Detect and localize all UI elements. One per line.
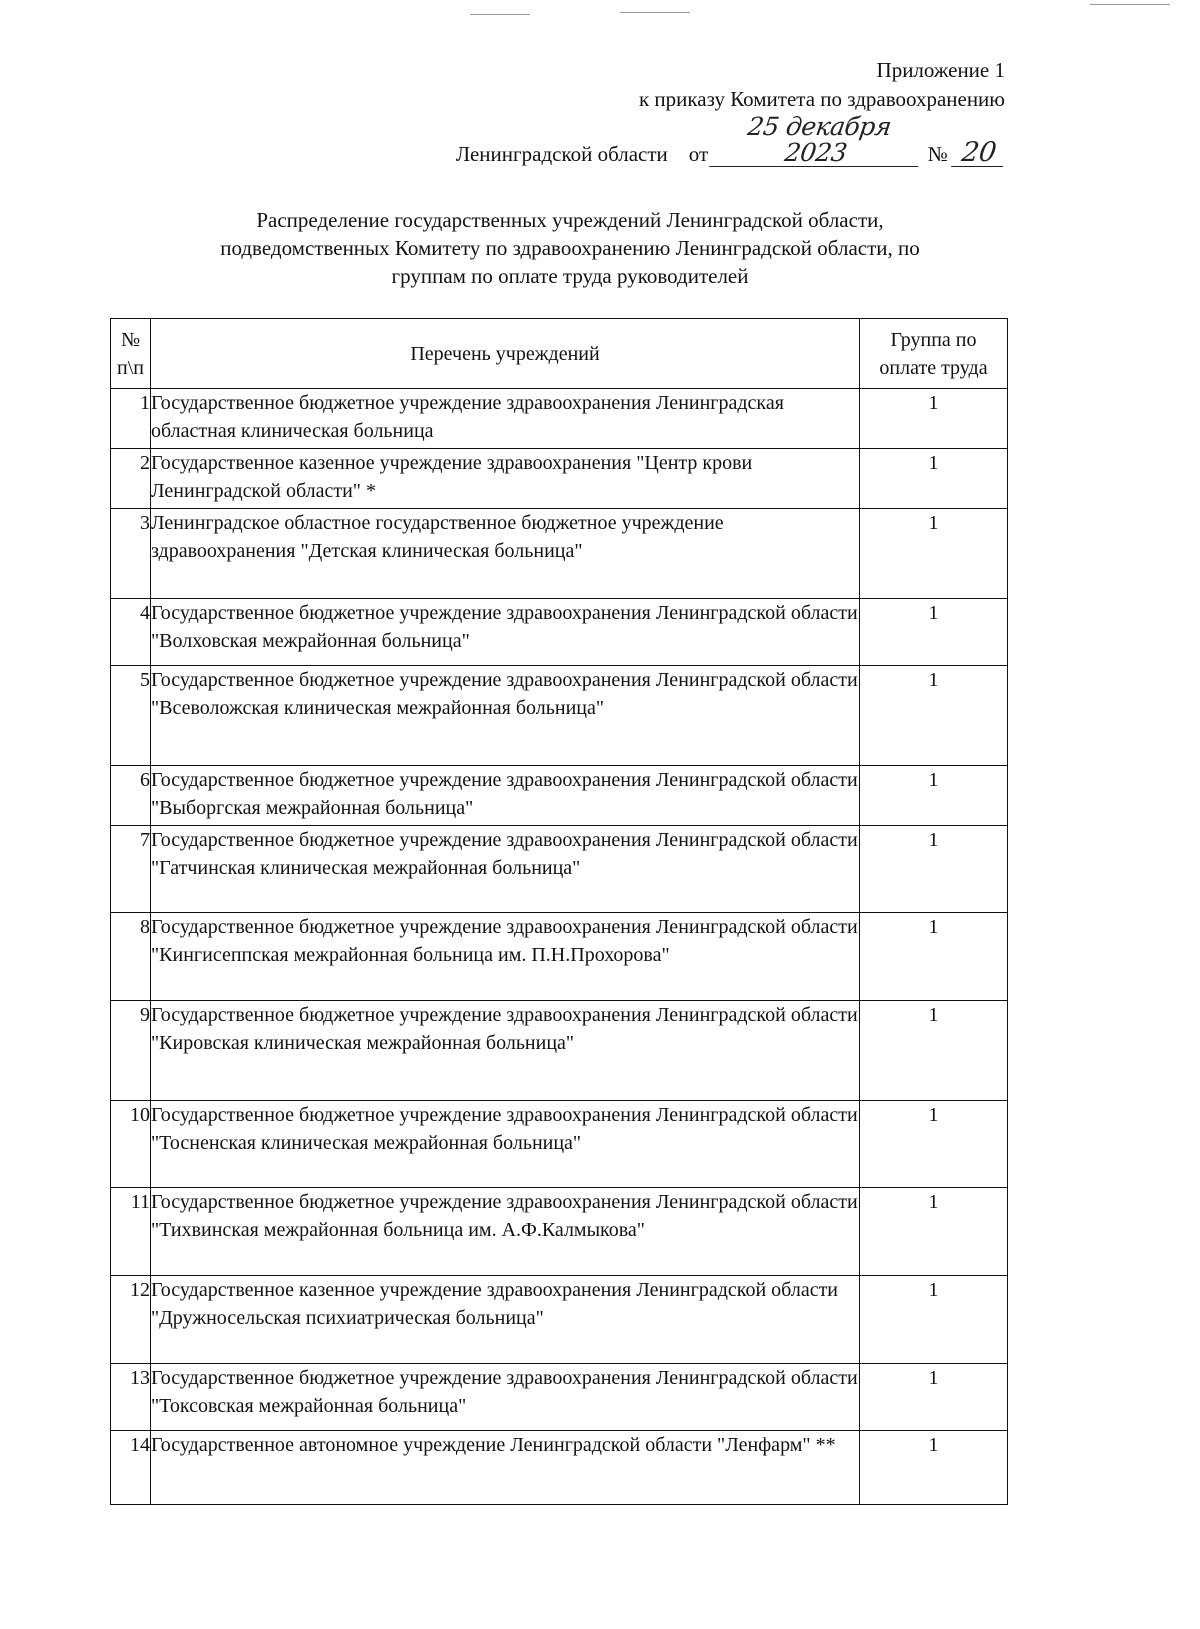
institution-name: Государственное бюджетное учреждение здравоохранения Ленинградская областная клиническая больница [151,389,860,449]
table-row [111,766,1008,826]
region-label: Ленинградской области [455,142,668,166]
institution-name: Государственное казенное учреждение здравоохранения Ленинградской области "Дружносельская психиатрическая больница" [151,1276,860,1364]
row-number: 8 [111,913,151,1001]
row-number: 9 [111,1001,151,1101]
institution-name: Государственное автономное учреждение Ленинградской области "Ленфарм" ** [151,1431,860,1505]
pay-group-value: 1 [860,389,1008,449]
pay-group-value: 1 [860,666,1008,766]
document-title [150,206,990,290]
from-label: от [688,142,709,166]
order-date-line [456,114,1005,169]
pay-group-value: 1 [860,449,1008,509]
institution-name: Государственное бюджетное учреждение здравоохранения Ленинградской области "Волховская межрайонная больница" [151,599,860,666]
institution-name: Государственное бюджетное учреждение здравоохранения Ленинградской области "Тосненская клиническая межрайонная больница" [151,1101,860,1188]
row-number: 3 [111,509,151,599]
institution-name: Государственное бюджетное учреждение здравоохранения Ленинградской области "Всеволожская клиническая межрайонная больница" [151,666,860,766]
row-number: 11 [111,1188,151,1276]
table-row [111,599,1008,666]
pay-group-value: 1 [860,509,1008,599]
appendix-header [456,56,1005,169]
pay-group-value: 1 [860,766,1008,826]
institution-name: Государственное бюджетное учреждение здравоохранения Ленинградской области "Кировская клиническая межрайонная больница" [151,1001,860,1101]
title-line: группам по оплате труда руководителей [391,264,749,288]
row-number: 5 [111,666,151,766]
institution-name: Ленинградское областное государственное бюджетное учреждение здравоохранения "Детская клиническая больница" [151,509,860,599]
row-number: 1 [111,389,151,449]
institution-name: Государственное бюджетное учреждение здравоохранения Ленинградской области "Гатчинская клиническая межрайонная больница" [151,826,860,913]
appendix-label: Приложение 1 [876,58,1005,82]
header-number: № п\п [111,319,151,389]
table-row [111,1101,1008,1188]
institution-name: Государственное бюджетное учреждение здравоохранения Ленинградской области "Кингисеппская межрайонная больница им. П.Н.Прохорова" [151,913,860,1001]
institution-name: Государственное бюджетное учреждение здравоохранения Ленинградской области "Выборгская межрайонная больница" [151,766,860,826]
table-row [111,1431,1008,1505]
row-number: 10 [111,1101,151,1188]
row-number: 13 [111,1364,151,1431]
scan-artifact [470,14,530,15]
header-pay-group: Группа по оплате труда [860,319,1008,389]
pay-group-value: 1 [860,1101,1008,1188]
number-label: № [927,142,948,166]
title-line: Распределение государственных учреждений Ленинградской области, [256,208,884,232]
pay-group-value: 1 [860,1188,1008,1276]
order-reference: к приказу Комитета по здравоохранению [638,87,1005,111]
scan-artifact [1090,4,1170,5]
institution-name: Государственное бюджетное учреждение здравоохранения Ленинградской области "Тихвинская межрайонная больница им. А.Ф.Калмыкова" [151,1188,860,1276]
row-number: 4 [111,599,151,666]
institutions-table [110,318,1008,1505]
table-row [111,913,1008,1001]
handwritten-date: 25 декабря 2023 [710,114,926,167]
institution-name: Государственное казенное учреждение здравоохранения "Центр крови Ленинградской области" * [151,449,860,509]
row-number: 7 [111,826,151,913]
pay-group-value: 1 [860,599,1008,666]
table-row [111,1001,1008,1101]
row-number: 6 [111,766,151,826]
pay-group-value: 1 [860,826,1008,913]
title-line: подведомственных Комитету по здравоохранению Ленинградской области, по [220,236,920,260]
institution-name: Государственное бюджетное учреждение здравоохранения Ленинградской области "Токсовская межрайонная больница" [151,1364,860,1431]
row-number: 14 [111,1431,151,1505]
handwritten-order-number: 20 [951,140,1007,167]
pay-group-value: 1 [860,1364,1008,1431]
table-row [111,449,1008,509]
pay-group-value: 1 [860,1001,1008,1101]
pay-group-value: 1 [860,913,1008,1001]
table-header-row [111,319,1008,389]
table-row [111,1188,1008,1276]
pay-group-value: 1 [860,1276,1008,1364]
header-institutions: Перечень учреждений [151,319,860,389]
pay-group-value: 1 [860,1431,1008,1505]
row-number: 12 [111,1276,151,1364]
table-row [111,389,1008,449]
table-row [111,1364,1008,1431]
scan-artifact [620,12,690,13]
row-number: 2 [111,449,151,509]
table-row [111,1276,1008,1364]
table-row [111,509,1008,599]
table-row [111,826,1008,913]
table-row [111,666,1008,766]
